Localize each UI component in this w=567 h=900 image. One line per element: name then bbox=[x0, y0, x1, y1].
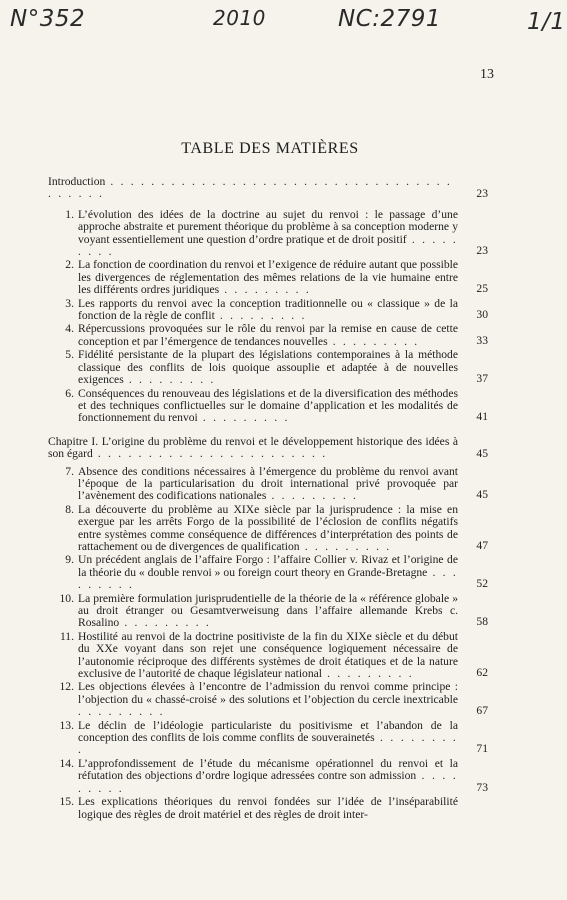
toc-entry-page: 67 bbox=[476, 704, 488, 718]
handwritten-year: 2010 bbox=[213, 6, 266, 30]
toc-entry-text: Absence des conditions nécessaires à l’émergence du problème du renvoi avant l’époque de la particularisation du droit international privé provoquée par l’avènement des codifications nationales bbox=[78, 464, 458, 503]
toc-entry-number: 10. bbox=[59, 591, 74, 605]
toc-entry-text: Le déclin de l’idéologie particulariste du positivisme et l’abandon de la conception des conflits de lois comme conflits de souverainetés bbox=[78, 718, 458, 745]
toc-entry[interactable] bbox=[48, 259, 488, 296]
introduction-items bbox=[48, 209, 488, 425]
leader-dots: . . . . . . . . . . . . . . . . . . . . . . . bbox=[92, 447, 328, 461]
toc-entry[interactable] bbox=[48, 758, 488, 795]
toc-entry-page: 25 bbox=[476, 282, 488, 296]
page-title: TABLE DES MATIÈRES bbox=[181, 140, 359, 157]
toc-entry-text: Les objections élevées à l’encontre de l’admission du renvoi comme principe : l’objection du « chassé-croisé » des solutions et l’objection du cercle inextricable bbox=[78, 680, 458, 706]
toc-entry-text: Un précédent anglais de l’affaire Forgo : l’affaire Collier v. Rivaz et l’origine de la théorie du « double renvoi » ou foreign court theory en Grande-Bretagne bbox=[78, 553, 458, 579]
leader-dots: . . . . . . . . . bbox=[78, 769, 458, 795]
toc-entry-text: La première formulation jurisprudentielle de la théorie de la « référence globale » au droit étranger ou Gesamtverweisung dans l’affaire allemande Krebs c. Rosalino bbox=[78, 591, 458, 630]
toc-entry-text: Les rapports du renvoi avec la conception traditionnelle ou « classique » de la fonction de la règle de conflit bbox=[78, 296, 458, 323]
toc-entry-page: 30 bbox=[476, 308, 488, 322]
toc-entry-number: 8. bbox=[65, 502, 74, 516]
toc-entry[interactable] bbox=[48, 209, 488, 259]
toc-entry[interactable] bbox=[48, 466, 488, 503]
toc-entry-text: Conséquences du renouveau des législations et de la diversification des méthodes et des techniques conflictuelles sur le domaine d’application et les modalités de fonctionnement du renvoi bbox=[78, 386, 458, 425]
toc-entry[interactable] bbox=[48, 323, 488, 348]
leader-dots: . . . . . . . . . . . . . . . . . . . . . . . . . . . . . . . . . . . . . . . . bbox=[48, 175, 453, 201]
toc-entry-number: 1. bbox=[65, 207, 74, 221]
toc-entry-number: 2. bbox=[65, 258, 74, 272]
toc-entry[interactable] bbox=[48, 504, 488, 554]
handwritten-reference: NC:2791 bbox=[338, 6, 442, 32]
toc-entry-number: 5. bbox=[65, 348, 74, 362]
toc-entry-number: 15. bbox=[59, 795, 74, 809]
chapter-1-items bbox=[48, 466, 488, 821]
leader-dots: . . . . . . . . . bbox=[266, 489, 359, 503]
toc-entry[interactable] bbox=[48, 388, 488, 425]
toc-entry-page: 23 bbox=[476, 187, 488, 201]
toc-entry[interactable] bbox=[48, 631, 488, 681]
leader-dots: . . . . . . . . . bbox=[214, 309, 307, 323]
toc-entry-number: 6. bbox=[65, 386, 74, 400]
toc-entry-number: 9. bbox=[65, 553, 74, 567]
leader-dots: . . . . . . . . . bbox=[78, 232, 458, 259]
toc-entry-chapter-1[interactable] bbox=[48, 436, 488, 461]
toc-entry-page: 47 bbox=[476, 538, 488, 552]
toc-entry[interactable] bbox=[48, 796, 488, 821]
toc-entry[interactable] bbox=[48, 554, 488, 591]
toc-entry-page: 62 bbox=[476, 666, 488, 680]
toc-entry-number: 13. bbox=[59, 718, 74, 732]
toc-entry-page: 71 bbox=[476, 742, 488, 756]
handwritten-corner-mark: 1/1 bbox=[527, 9, 566, 35]
leader-dots: . . . . . . . . . bbox=[78, 731, 458, 757]
toc-entry-page: 45 bbox=[476, 447, 488, 461]
leader-dots: . . . . . . . . . bbox=[299, 539, 392, 553]
leader-dots: . . . . . . . . . bbox=[327, 334, 420, 348]
toc-entry-text: La fonction de coordination du renvoi et l’exigence de réduire autant que possible les divergences de réglementation des mêmes relations de la vie humaine entre les différents ordres juridiques bbox=[78, 258, 458, 297]
toc-entry-label: Introduction bbox=[48, 175, 106, 188]
table-of-contents bbox=[48, 176, 488, 822]
toc-entry[interactable] bbox=[48, 593, 488, 630]
page-number: 13 bbox=[480, 67, 494, 82]
toc-entry[interactable] bbox=[48, 298, 488, 323]
toc-entry-page: 41 bbox=[476, 410, 488, 424]
toc-entry-text: La découverte du problème au XIXe siècle par la jurisprudence : la mise en exergue par les arrêts Forgo de la possibilité de l’éclosion de conflits négatifs entre systèmes comme conséquence de différences d’interprétation des points de rattachement ou de divergences de qualification bbox=[78, 502, 458, 553]
leader-dots: . . . . . . . . . bbox=[123, 373, 216, 387]
toc-entry-page: 23 bbox=[476, 244, 488, 258]
toc-entry-text: Fidélité persistante de la plupart des législations contemporaines à la méthode classique des conflits de lois quoique assouplie et adaptée à de nouvelles exigences bbox=[78, 348, 458, 387]
toc-entry-text: Hostilité au renvoi de la doctrine positiviste de la fin du XIXe siècle et du début du XXe voyant dans son rejet une conséquence logiquement nécessaire de l’autonomie réciproque des différents systèmes de droit étatiques et de la nature exclusive de l’autorité de chaque législateur national bbox=[78, 629, 458, 681]
leader-dots: . . . . . . . . . bbox=[197, 411, 290, 425]
toc-entry[interactable] bbox=[48, 681, 488, 718]
toc-entry-introduction[interactable] bbox=[48, 176, 488, 201]
leader-dots: . . . . . . . . . bbox=[219, 283, 311, 297]
toc-entry-text: L’évolution des idées de la doctrine au sujet du renvoi : le passage d’une approche abstraite et purement théorique du problème à sa conception moderne y voyant essentiellement une question d’ordre pratique et de droit positif bbox=[78, 207, 458, 246]
toc-entry-page: 58 bbox=[476, 615, 488, 629]
toc-entry-number: 3. bbox=[65, 296, 74, 310]
toc-entry-text: Les explications théoriques du renvoi fondées sur l’idée de l’inséparabilité logique des règles de droit matériel et des règles de droit inter- bbox=[78, 795, 458, 821]
leader-dots: . . . . . . . . . bbox=[119, 616, 212, 630]
toc-entry-page: 45 bbox=[476, 488, 488, 502]
toc-entry-text: L’approfondissement de l’étude du mécanisme opérationnel du renvoi et la réfutation des objections d’ordre logique adressées contre son admission bbox=[78, 756, 458, 783]
toc-entry-label: Chapitre I. L’origine du problème du renvoi et le développement historique des idées à son égard bbox=[48, 434, 458, 461]
toc-entry-page: 52 bbox=[476, 577, 488, 591]
toc-entry-page: 73 bbox=[476, 780, 488, 794]
toc-entry-number: 14. bbox=[59, 756, 74, 770]
toc-entry-page: 33 bbox=[476, 333, 488, 347]
toc-entry-number: 4. bbox=[65, 322, 74, 336]
leader-dots: . . . . . . . . . bbox=[78, 705, 165, 719]
leader-dots: . . . . . . . . . bbox=[322, 667, 414, 681]
toc-entry[interactable] bbox=[48, 349, 488, 386]
toc-entry-number: 7. bbox=[65, 464, 74, 478]
toc-entry-text: Répercussions provoquées sur le rôle du renvoi par la remise en cause de cette conception et par l’émergence de tendances nouvelles bbox=[78, 322, 458, 348]
leader-dots: . . . . . . . . . bbox=[78, 565, 459, 592]
handwritten-catalog-number: N°352 bbox=[10, 6, 86, 32]
toc-entry-page: 37 bbox=[476, 372, 488, 386]
toc-entry-number: 12. bbox=[59, 680, 74, 694]
toc-entry-number: 11. bbox=[59, 629, 74, 643]
toc-entry[interactable] bbox=[48, 720, 488, 757]
